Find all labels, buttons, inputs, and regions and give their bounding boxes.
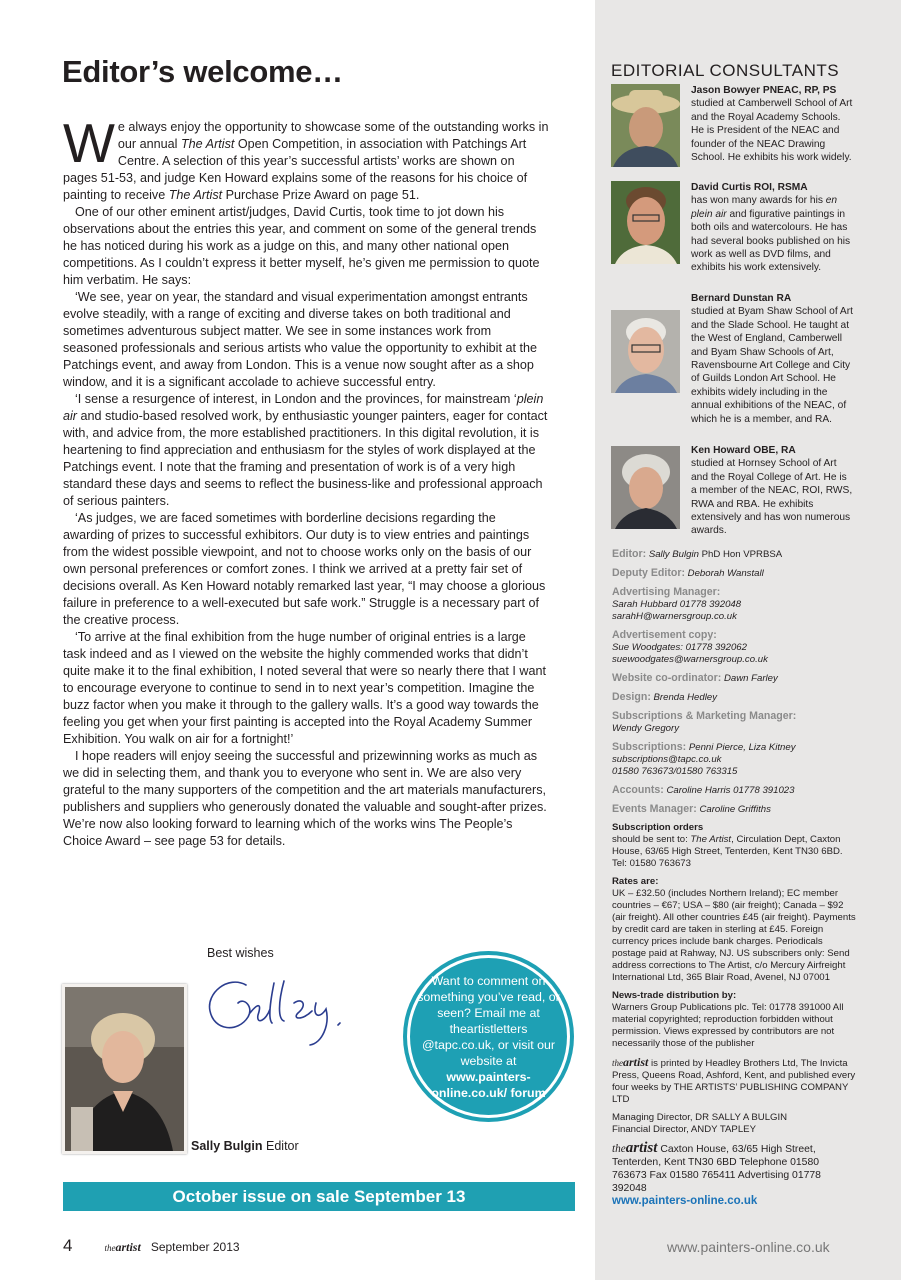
staff-list	[612, 548, 856, 816]
comment-badge-text: Want to comment on something you’ve read, or seen? Email me at theartistletters @tapc.co.uk, or visit our website at	[417, 973, 560, 1068]
consultant-photo	[611, 446, 680, 529]
footer-url[interactable]: www.painters-online.co.uk	[667, 1239, 830, 1255]
staff-entry: Advertisement copy: Sue Woodgates: 01778 392062 suewoodgates@warnersgroup.co.uk	[612, 629, 768, 665]
consultant-photo	[611, 310, 680, 393]
consultant-name: Bernard Dunstan RA	[691, 293, 792, 304]
consultant-bio: has won many awards for his en plein air and figurative paintings in both oils and watercolours. He has had several books published on his work as well as DVD films, and exhibits his work extensively.	[691, 195, 851, 274]
body-paragraph: ‘I sense a resurgence of interest, in London and the provinces, for mainstream ‘plein air and studio-based resolved work, by enthusiastic younger painters, eager for contact with, and advice from, the more established practitioners. In this digital revolution, it is heartening to find appreciation and enthusiasm for the styles of work displayed at the Patchings event. I note that the framing and presentation of work is of a very high standard these days and seems to reflect the business-like and professional approach of serious painters.	[63, 392, 548, 508]
consultant-name: David Curtis ROI, RSMA	[691, 182, 808, 193]
consultant-photo	[611, 84, 680, 167]
footer-left	[63, 1236, 240, 1256]
forum-link[interactable]: www.painters-online.co.uk/ forum	[431, 1069, 546, 1100]
body-paragraph: I hope readers will enjoy seeing the successful and prizewinning works as much as we did in selecting them, and thank you to everyone who sent in. We are also very grateful to the many supporters of the competition and the art materials manufacturers, publishers and suppliers who generously donated the valuable and sought-after prizes. We’re now also looking forward to learning which of the works wins The People’s Choice Award – see page 53 for details.	[63, 749, 547, 848]
body-paragraph: One of our other eminent artist/judges, David Curtis, took time to jot down his observations about the entries this year, and comment on some of the general trends he has noticed during his work as a judge on this, and many other national open competitions. As I couldn’t express it better myself, he’s given me permission to quote him verbatim. He says:	[63, 205, 540, 287]
website-link[interactable]: www.painters-online.co.uk	[612, 1195, 758, 1207]
page-title: Editor’s welcome…	[62, 54, 343, 89]
consultant-name: Jason Bowyer PNEAC, RP, PS	[691, 85, 837, 96]
staff-role: Subscriptions:	[612, 741, 687, 753]
staff-entry: Subscriptions & Marketing Manager: Wendy Gregory	[612, 710, 797, 734]
consultant-photo	[611, 181, 680, 264]
artist-logo: theartist	[612, 1140, 658, 1156]
staff-entry: Events Manager: Caroline Griffiths	[612, 803, 771, 815]
staff-role: Website co-ordinator:	[612, 672, 722, 684]
editor-role: Editor	[262, 1139, 299, 1153]
editor-portrait-image	[65, 987, 184, 1151]
staff-entry: Editor: Sally Bulgin PhD Hon VPRBSA	[612, 548, 783, 560]
consultant-bio: studied at Camberwell School of Art and the Royal Academy Schools. He is President of the NEAC and founder of the NEAC Drawing School. He exhibits his work widely.	[691, 98, 853, 164]
page-number: 4	[63, 1236, 73, 1255]
editor-signature	[198, 973, 378, 1053]
body-paragraph: ‘As judges, we are faced sometimes with borderline decisions regarding the awarding of prizes to successful exhibitors. Our duty is to view entries and paintings from the widest possible viewpoint, and not to choose works only on the basis of our own personal preferences or comfort zones. I think we arrived at a pretty fair set of decisions overall. As Ken Howard notably remarked last year, “I may choose a glorious failure in preference to a well-executed but safe work.” Struggle is a necessary part of the creative process.	[63, 511, 546, 627]
drop-cap: W	[63, 112, 115, 174]
staff-entry: Advertising Manager: Sarah Hubbard 01778 392048 sarahH@warnersgroup.co.uk	[612, 586, 742, 622]
footer-logo: theartist	[104, 1240, 141, 1254]
editorial-body	[63, 112, 549, 850]
staff-role: Advertising Manager:	[612, 586, 721, 598]
on-sale-banner: October issue on sale September 13	[63, 1182, 575, 1211]
publisher-address: theartist Caxton House, 63/65 High Street, Tenterden, Kent TN30 6BD Telephone 01580 763673 Fax 01580 765411 Advertising 01778 392048 www.painters-online.co.uk	[612, 1140, 821, 1207]
staff-role: Editor:	[612, 548, 647, 560]
consultant-bio: studied at Hornsey School of Art and the Royal College of Art. He is a member of the NEAC, ROI, RWS, RWA and RBA. He exhibits extensively and has won numerous awards.	[691, 458, 853, 537]
staff-entry: Design: Brenda Hedley	[612, 691, 717, 703]
staff-role: Design:	[612, 691, 651, 703]
staff-role: Deputy Editor:	[612, 567, 685, 579]
staff-role: Accounts:	[612, 784, 664, 796]
editor-signoff	[191, 1139, 299, 1153]
subscription-orders: Subscription orders should be sent to: The Artist, Circulation Dept, Caxton House, 63/65 High Street, Tenterden, Kent TN30 6BD. Tel: 01580 763673	[612, 822, 843, 869]
consultants-heading: EDITORIAL CONSULTANTS	[611, 61, 840, 80]
rates: Rates are: UK – £32.50 (includes Northern Ireland); EC member countries – €67; USA – $80 (air freight); Canada – $92 (air freight). All other countries £45 (air freight). Payments by credit card are taken in sterling at £45. Foreign currency prices include bank charges. Periodicals postage paid at Rahway, NJ. US subscribers only: Send address corrections to The Artist, c/o Mercury Airfreight International Ltd, 365 Blair Road, Avenel, NJ 07001	[612, 876, 856, 983]
editor-name: Sally Bulgin	[191, 1139, 263, 1153]
comment-badge[interactable]	[407, 955, 570, 1118]
staff-entry: Website co-ordinator: Dawn Farley	[612, 672, 778, 684]
staff-role: Subscriptions & Marketing Manager:	[612, 710, 797, 722]
artist-logo: theartist	[612, 1055, 649, 1069]
staff-role: Events Manager:	[612, 803, 697, 815]
printer-info: theartist is printed by Headley Brothers Ltd, The Invicta Press, Queens Road, Ashford, Kent, and published every four weeks by THE ARTISTS’ PUBLISHING COMPANY LTD	[612, 1055, 856, 1105]
body-paragraph: We always enjoy the opportunity to showcase some of the outstanding works in our annual The Artist Open Competition, in association with Patchings Art Centre. A selection of this year’s successful artists’ works are shown on pages 51-53, and judge Ken Howard explains some of the reasons for his choice of painting to receive The Artist Purchase Prize Award on page 51.	[63, 112, 549, 202]
consultant-name: Ken Howard OBE, RA	[691, 445, 796, 456]
masthead	[612, 548, 856, 1214]
best-wishes: Best wishes	[207, 946, 274, 960]
staff-role: Advertisement copy:	[612, 629, 717, 641]
consultant-bio: studied at Byam Shaw School of Art and the Slade School. He taught at the West of England, Camberwell and Byam Shaw Schools of Art, Ravensbourne Art College and City of Guilds London Art School. He exhibits widely including in the annual exhibitions of the NEAC, of which he is a member, and RA.	[691, 306, 853, 425]
staff-entry: Accounts: Caroline Harris 01778 391023	[612, 784, 795, 796]
distribution: News-trade distribution by: Warners Group Publications plc. Tel: 01778 391000 All material copyrighted; reproduction forbidden without permission. Views expressed by contributors are not necessarily those of the publisher	[612, 990, 844, 1049]
staff-entry: Subscriptions: Penni Pierce, Liza Kitney subscriptions@tapc.co.uk 01580 763673/01580 763315	[612, 741, 796, 777]
editor-photo	[62, 984, 187, 1154]
issue-date: September 2013	[150, 1240, 240, 1254]
staff-entry: Deputy Editor: Deborah Wanstall	[612, 567, 764, 579]
body-paragraph: ‘We see, year on year, the standard and visual experimentation amongst entrants evolve steadily, with a range of exciting and diverse takes on both traditional and sometimes adventurous subject matter. We see in some instances work from seasoned professionals and serious artists who value the opportunity to exhibit at the Patchings event, and away from London. This is a venue now sought after as a shop window, and it is a significant accolade to achieve successful entry.	[63, 290, 537, 389]
body-paragraph: ‘To arrive at the final exhibition from the huge number of original entries is a large task indeed and as I viewed on the website the highly commended works that didn’t quite make it to the final exhibition, I noted several that were so nearly there that I want to encourage everyone to continue to send in to next year’s competition. Imagine the buzz factor when you make it through to the gallery walls. It’s a good way towards the feeling you get when your first painting is accepted into the Royal Academy Summer Exhibition. You walk on air for a fortnight!’	[63, 630, 547, 746]
directors: Managing Director, DR SALLY A BULGIN Financial Director, ANDY TAPLEY	[612, 1112, 788, 1135]
